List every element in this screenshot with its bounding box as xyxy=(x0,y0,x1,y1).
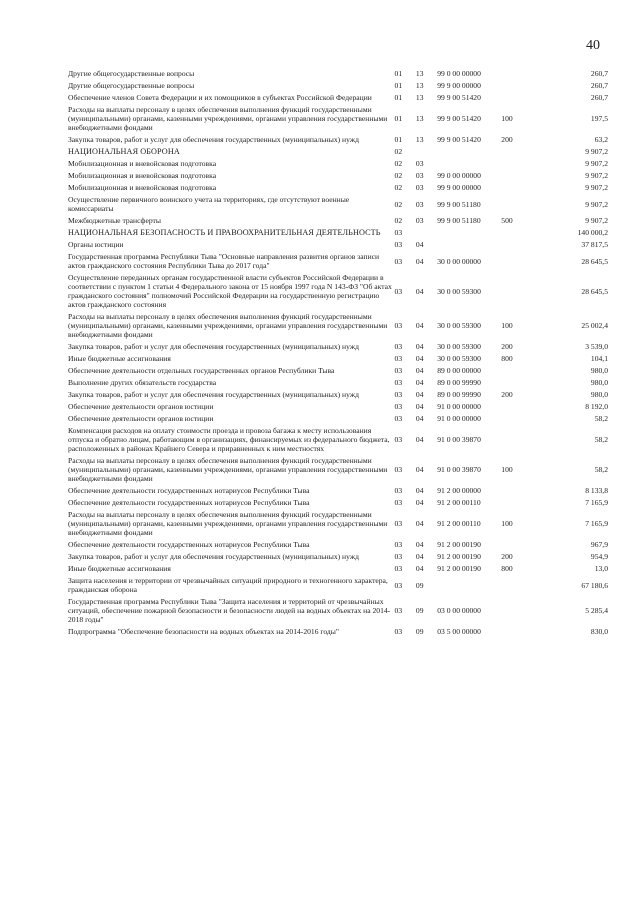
expense-type-code-cell xyxy=(501,377,535,389)
expense-type-code-cell xyxy=(501,80,535,92)
expense-name-cell: Мобилизационная и вневойсковая подготовка xyxy=(68,159,217,168)
table-row xyxy=(68,575,608,596)
subsection-code-cell: 04 xyxy=(415,498,424,507)
page-number: 40 xyxy=(586,38,600,53)
expense-name-cell: Защита населения и территории от чрезвычайных ситуаций природного и техногенного характера, гражданская оборона xyxy=(68,576,388,594)
expense-name-cell: Обеспечение деятельности органов юстиции xyxy=(68,414,214,423)
expense-name-cell: Органы юстиции xyxy=(68,240,124,249)
expense-type-code-cell: 100 xyxy=(501,465,513,474)
expense-type-code-cell: 100 xyxy=(501,114,513,123)
expense-type-code-cell xyxy=(501,182,535,194)
table-row xyxy=(68,215,608,227)
amount-cell: 9 907,2 xyxy=(585,183,608,192)
amount-cell: 58,2 xyxy=(594,414,608,423)
table-row xyxy=(68,311,608,341)
section-code-cell: 03 xyxy=(394,390,403,399)
target-article-code-cell: 99 9 00 51420 xyxy=(437,114,481,123)
table-row xyxy=(68,539,608,551)
subsection-code-cell: 04 xyxy=(415,402,424,411)
subsection-code-cell: 13 xyxy=(415,93,424,102)
table-row xyxy=(68,425,608,455)
amount-cell: 9 907,2 xyxy=(585,171,608,180)
amount-cell: 9 907,2 xyxy=(585,147,608,156)
expense-type-code-cell: 200 xyxy=(501,342,513,351)
subsection-code-cell: 04 xyxy=(415,390,424,399)
amount-cell: 9 907,2 xyxy=(585,199,608,209)
target-article-code-cell: 30 0 00 59300 xyxy=(437,286,481,296)
target-article-code-cell: 91 2 00 00190 xyxy=(437,564,481,573)
expense-type-code-cell: 100 xyxy=(501,321,513,330)
amount-cell: 954,9 xyxy=(590,552,608,561)
section-code-cell: 01 xyxy=(394,69,403,78)
target-article-code-cell: 91 2 00 00110 xyxy=(437,519,481,528)
expense-type-code-cell xyxy=(501,251,535,272)
subsection-code-cell: 04 xyxy=(415,486,424,495)
target-article-code-cell: 30 0 00 59300 xyxy=(437,354,481,363)
amount-cell: 967,9 xyxy=(590,540,608,549)
table-row xyxy=(68,170,608,182)
expense-name-cell: Другие общегосударственные вопросы xyxy=(68,81,195,90)
target-article-code-cell: 30 0 00 59300 xyxy=(437,342,481,351)
section-code-cell: 03 xyxy=(394,414,403,423)
table-row xyxy=(68,353,608,365)
expense-name-cell: Закупка товаров, работ и услуг для обеспечения государственных (муниципальных) нужд xyxy=(68,342,359,351)
target-article-code-cell xyxy=(437,146,501,158)
amount-cell: 5 285,4 xyxy=(585,606,608,615)
amount-cell: 8 192,0 xyxy=(585,402,608,411)
amount-cell: 9 907,2 xyxy=(585,216,608,225)
expense-name-cell: НАЦИОНАЛЬНАЯ ОБОРОНА xyxy=(68,147,180,156)
target-article-code-cell: 91 2 00 00190 xyxy=(437,552,481,561)
expense-type-code-cell: 200 xyxy=(501,390,513,399)
expense-type-code-cell: 200 xyxy=(501,135,513,144)
expense-type-code-cell xyxy=(501,170,535,182)
section-code-cell: 01 xyxy=(394,135,403,144)
expense-name-cell: Компенсация расходов на оплату стоимости проезда и провоза багажа к месту использования отпуска и обратно лицам, работающим в организациях, финансируемых из федерального бюджета, расположенных в районах Крайнего Севера и приравненных к ним местностях xyxy=(68,426,390,453)
amount-cell: 197,5 xyxy=(590,114,608,123)
expense-name-cell: Расходы на выплаты персоналу в целях обеспечения выполнения функций государственными (муниципальными) органами, казенными учреждениями, органами управления государственными внебюджетными фондами xyxy=(68,456,388,483)
expense-name-cell: Осуществление переданных органам государственной власти субъектов Российской Федерации в соответствии с пунктом 1 статьи 4 Федерального закона от 15 ноября 1997 года N 143-ФЗ "Об актах гражданского состояния" полномочий Российской Федерации на государственную регистрацию актов гражданского состояния xyxy=(68,273,392,309)
section-code-cell: 01 xyxy=(394,93,403,102)
subsection-code-cell: 03 xyxy=(415,171,424,180)
target-article-code-cell: 99 9 00 51180 xyxy=(437,199,481,209)
expense-name-cell: Закупка товаров, работ и услуг для обеспечения государственных (муниципальных) нужд xyxy=(68,552,359,561)
expense-name-cell: Обеспечение деятельности отдельных государственных органов Республики Тыва xyxy=(68,366,335,375)
section-code-cell: 02 xyxy=(394,147,403,156)
subsection-code-cell: 04 xyxy=(415,354,424,363)
expense-name-cell: Обеспечение деятельности государственных нотариусов Республики Тыва xyxy=(68,498,310,507)
amount-cell: 104,1 xyxy=(590,354,608,363)
target-article-code-cell: 91 2 00 00000 xyxy=(437,486,481,495)
expense-type-code-cell xyxy=(501,194,535,215)
section-code-cell: 01 xyxy=(394,81,403,90)
expense-name-cell: Обеспечение деятельности государственных нотариусов Республики Тыва xyxy=(68,540,310,549)
target-article-code-cell xyxy=(437,575,501,596)
subsection-code-cell: 03 xyxy=(415,216,424,225)
expense-type-code-cell: 800 xyxy=(501,564,513,573)
section-code-cell: 03 xyxy=(394,486,403,495)
table-row xyxy=(68,68,608,80)
section-code-cell: 03 xyxy=(394,519,403,528)
expense-type-code-cell xyxy=(501,497,535,509)
target-article-code-cell: 91 2 00 00110 xyxy=(437,498,481,507)
target-article-code-cell: 99 9 00 00000 xyxy=(437,183,481,192)
subsection-code-cell: 04 xyxy=(415,564,424,573)
expense-name-cell: Обеспечение деятельности органов юстиции xyxy=(68,402,214,411)
expense-name-cell: Иные бюджетные ассигнования xyxy=(68,564,171,573)
subsection-code-cell: 13 xyxy=(415,69,424,78)
amount-cell: 980,0 xyxy=(590,366,608,375)
amount-cell: 3 539,0 xyxy=(585,342,608,351)
expense-type-code-cell xyxy=(501,425,535,455)
target-article-code-cell: 89 0 00 99990 xyxy=(437,390,481,399)
table-row xyxy=(68,194,608,215)
expense-type-code-cell xyxy=(501,158,535,170)
target-article-code-cell: 91 2 00 00190 xyxy=(437,540,481,549)
table-row xyxy=(68,146,608,158)
amount-cell: 7 165,9 xyxy=(585,519,608,528)
budget-table xyxy=(68,68,608,638)
amount-cell: 13,0 xyxy=(594,564,608,573)
expense-type-code-cell xyxy=(501,227,535,239)
amount-cell: 9 907,2 xyxy=(585,159,608,168)
amount-cell: 260,7 xyxy=(590,93,608,102)
amount-cell: 8 133,8 xyxy=(585,486,608,495)
table-row xyxy=(68,80,608,92)
table-row xyxy=(68,365,608,377)
subsection-code-cell: 04 xyxy=(415,519,424,528)
expense-name-cell: Государственная программа Республики Тыва "Защита населения и территорий от чрезвычайных ситуаций, обеспечение пожарной безопасности и безопасности людей на водных объектах на 2014-2018 годы" xyxy=(68,597,391,624)
table-row xyxy=(68,485,608,497)
subsection-code-cell: 04 xyxy=(415,366,424,375)
amount-cell: 25 002,4 xyxy=(581,321,608,330)
subsection-code-cell: 04 xyxy=(415,435,424,444)
subsection-code-cell xyxy=(416,227,437,239)
expense-type-code-cell xyxy=(501,146,535,158)
expense-name-cell: Подпрограмма "Обеспечение безопасности на водных объектах на 2014-2016 годы" xyxy=(68,627,339,636)
target-article-code-cell: 30 0 00 00000 xyxy=(437,256,481,266)
expense-name-cell: Закупка товаров, работ и услуг для обеспечения государственных (муниципальных) нужд xyxy=(68,390,359,399)
subsection-code-cell: 13 xyxy=(415,114,424,123)
subsection-code-cell: 04 xyxy=(415,321,424,330)
target-article-code-cell: 30 0 00 59300 xyxy=(437,321,481,330)
subsection-code-cell: 04 xyxy=(415,540,424,549)
expense-type-code-cell xyxy=(501,401,535,413)
section-code-cell: 03 xyxy=(394,366,403,375)
amount-cell: 980,0 xyxy=(590,378,608,387)
subsection-code-cell: 04 xyxy=(415,465,424,474)
expense-name-cell: НАЦИОНАЛЬНАЯ БЕЗОПАСНОСТЬ И ПРАВООХРАНИТЕЛЬНАЯ ДЕЯТЕЛЬНОСТЬ xyxy=(68,228,381,237)
expense-type-code-cell xyxy=(501,365,535,377)
section-code-cell: 03 xyxy=(394,627,403,636)
table-row xyxy=(68,341,608,353)
target-article-code-cell: 99 0 00 00000 xyxy=(437,69,481,78)
subsection-code-cell: 04 xyxy=(415,286,424,296)
expense-name-cell: Осуществление первичного воинского учета на территориях, где отсутствуют военные комиссариаты xyxy=(68,195,350,213)
subsection-code-cell: 03 xyxy=(415,199,424,209)
target-article-code-cell: 99 0 00 00000 xyxy=(437,171,481,180)
subsection-code-cell xyxy=(416,146,437,158)
expense-type-code-cell xyxy=(501,92,535,104)
subsection-code-cell: 09 xyxy=(415,627,424,636)
subsection-code-cell: 04 xyxy=(415,378,424,387)
expense-type-code-cell xyxy=(501,272,535,311)
amount-cell: 260,7 xyxy=(590,69,608,78)
amount-cell: 63,2 xyxy=(594,135,608,144)
expense-type-code-cell xyxy=(501,539,535,551)
section-code-cell: 03 xyxy=(394,465,403,474)
section-code-cell: 03 xyxy=(394,378,403,387)
section-code-cell: 03 xyxy=(394,228,403,237)
expense-name-cell: Расходы на выплаты персоналу в целях обеспечения выполнения функций государственными (муниципальными) органами, казенными учреждениями, органами управления государственными внебюджетными фондами xyxy=(68,510,388,537)
amount-cell: 37 817,5 xyxy=(581,240,608,249)
subsection-code-cell: 03 xyxy=(415,159,424,168)
target-article-code-cell: 89 0 00 00000 xyxy=(437,366,481,375)
table-row xyxy=(68,596,608,626)
table-row xyxy=(68,92,608,104)
table-row xyxy=(68,158,608,170)
target-article-code-cell: 91 0 00 00000 xyxy=(437,402,481,411)
section-code-cell: 02 xyxy=(394,183,403,192)
expense-type-code-cell: 100 xyxy=(501,519,513,528)
target-article-code-cell: 99 9 00 00000 xyxy=(437,81,481,90)
subsection-code-cell: 04 xyxy=(415,552,424,561)
table-row xyxy=(68,239,608,251)
section-code-cell: 03 xyxy=(394,540,403,549)
section-code-cell: 03 xyxy=(394,321,403,330)
section-code-cell: 03 xyxy=(394,564,403,573)
expense-type-code-cell xyxy=(501,485,535,497)
target-article-code-cell: 03 0 00 00000 xyxy=(437,606,481,615)
expense-type-code-cell xyxy=(501,596,535,626)
table-row xyxy=(68,251,608,272)
expense-name-cell: Иные бюджетные ассигнования xyxy=(68,354,171,363)
table-row xyxy=(68,134,608,146)
target-article-code-cell xyxy=(437,158,501,170)
expense-name-cell: Мобилизационная и вневойсковая подготовка xyxy=(68,171,217,180)
table-row xyxy=(68,377,608,389)
subsection-code-cell: 04 xyxy=(415,414,424,423)
table-row xyxy=(68,497,608,509)
table-row xyxy=(68,563,608,575)
section-code-cell: 03 xyxy=(394,606,403,615)
table-row xyxy=(68,626,608,638)
expense-type-code-cell: 500 xyxy=(501,216,513,225)
target-article-code-cell xyxy=(437,227,501,239)
section-code-cell: 02 xyxy=(394,171,403,180)
budget-table-body xyxy=(68,68,608,638)
target-article-code-cell: 99 9 00 51420 xyxy=(437,93,481,102)
amount-cell: 67 180,6 xyxy=(581,580,608,590)
subsection-code-cell: 13 xyxy=(415,81,424,90)
expense-name-cell: Обеспечение членов Совета Федерации и их помощников в субъектах Российской Федерации xyxy=(68,93,372,102)
subsection-code-cell: 04 xyxy=(415,342,424,351)
amount-cell: 980,0 xyxy=(590,390,608,399)
table-row xyxy=(68,509,608,539)
target-article-code-cell xyxy=(437,239,501,251)
section-code-cell: 02 xyxy=(394,199,403,209)
expense-type-code-cell xyxy=(501,626,535,638)
expense-name-cell: Расходы на выплаты персоналу в целях обеспечения выполнения функций государственными (муниципальными) органами, казенными учреждениями, органами управления государственными внебюджетными фондами xyxy=(68,105,388,132)
expense-name-cell: Расходы на выплаты персоналу в целях обеспечения выполнения функций государственными (муниципальными) органами, казенными учреждениями, органами управления государственными внебюджетными фондами xyxy=(68,312,388,339)
section-code-cell: 03 xyxy=(394,286,403,296)
amount-cell: 28 645,5 xyxy=(581,256,608,266)
expense-name-cell: Выполнение других обязательств государства xyxy=(68,378,217,387)
expense-name-cell: Мобилизационная и вневойсковая подготовка xyxy=(68,183,217,192)
expense-type-code-cell xyxy=(501,68,535,80)
subsection-code-cell: 03 xyxy=(415,183,424,192)
amount-cell: 830,0 xyxy=(590,627,608,636)
expense-type-code-cell xyxy=(501,575,535,596)
section-code-cell: 01 xyxy=(394,114,403,123)
table-row xyxy=(68,389,608,401)
section-code-cell: 03 xyxy=(394,402,403,411)
target-article-code-cell: 99 9 00 51420 xyxy=(437,135,481,144)
amount-cell: 260,7 xyxy=(590,81,608,90)
target-article-code-cell: 03 5 00 00000 xyxy=(437,627,481,636)
subsection-code-cell: 04 xyxy=(415,240,424,249)
table-row xyxy=(68,455,608,485)
expense-type-code-cell: 800 xyxy=(501,354,513,363)
section-code-cell: 03 xyxy=(394,498,403,507)
expense-name-cell: Обеспечение деятельности государственных нотариусов Республики Тыва xyxy=(68,486,310,495)
amount-cell: 7 165,9 xyxy=(585,498,608,507)
expense-name-cell: Государственная программа Республики Тыва "Основные направления развития органов записи актов гражданского состояния Республики Тыва до 2017 года" xyxy=(68,252,380,270)
table-row xyxy=(68,401,608,413)
subsection-code-cell: 13 xyxy=(415,135,424,144)
target-article-code-cell: 91 0 00 39870 xyxy=(437,435,481,444)
target-article-code-cell: 91 0 00 00000 xyxy=(437,414,481,423)
target-article-code-cell: 89 0 00 99990 xyxy=(437,378,481,387)
table-row xyxy=(68,182,608,194)
table-row xyxy=(68,413,608,425)
subsection-code-cell: 09 xyxy=(415,606,424,615)
section-code-cell: 03 xyxy=(394,552,403,561)
expense-type-code-cell xyxy=(501,413,535,425)
amount-cell: 140 000,2 xyxy=(577,228,608,237)
table-row xyxy=(68,272,608,311)
subsection-code-cell: 09 xyxy=(415,580,424,590)
amount-cell: 28 645,5 xyxy=(581,286,608,296)
expense-name-cell: Межбюджетные трансферты xyxy=(68,216,161,225)
table-row xyxy=(68,227,608,239)
amount-cell: 58,2 xyxy=(594,465,608,474)
expense-name-cell: Другие общегосударственные вопросы xyxy=(68,69,195,78)
section-code-cell: 03 xyxy=(394,435,403,444)
section-code-cell: 03 xyxy=(394,256,403,266)
section-code-cell: 03 xyxy=(394,342,403,351)
expense-type-code-cell xyxy=(501,239,535,251)
section-code-cell: 03 xyxy=(394,240,403,249)
table-row xyxy=(68,551,608,563)
amount-cell: 58,2 xyxy=(594,435,608,444)
expense-type-code-cell: 200 xyxy=(501,552,513,561)
section-code-cell: 02 xyxy=(394,216,403,225)
section-code-cell: 03 xyxy=(394,580,403,590)
table-row xyxy=(68,104,608,134)
subsection-code-cell: 04 xyxy=(415,256,424,266)
section-code-cell: 02 xyxy=(394,159,403,168)
target-article-code-cell: 99 9 00 51180 xyxy=(437,216,481,225)
section-code-cell: 03 xyxy=(394,354,403,363)
target-article-code-cell: 91 0 00 39870 xyxy=(437,465,481,474)
expense-name-cell: Закупка товаров, работ и услуг для обеспечения государственных (муниципальных) нужд xyxy=(68,135,359,144)
